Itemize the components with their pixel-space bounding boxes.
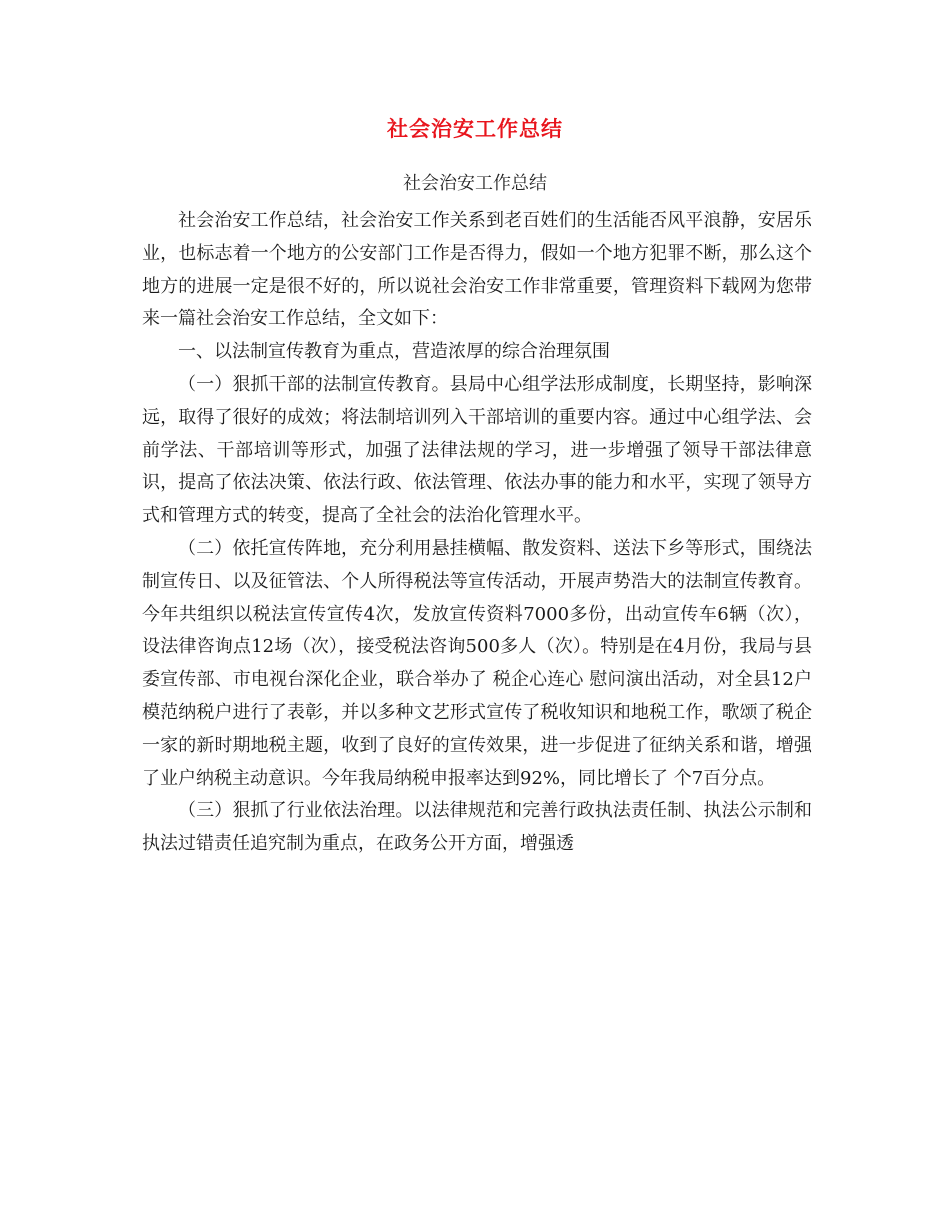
paragraph-section-1-1: （一）狠抓干部的法制宣传教育。县局中心组学法形成制度，长期坚持，影响深远，取得了很好的成效；将法制培训列入干部培训的重要内容。通过中心组学法、会前学法、干部培训等形式，加强了法律法规的学习，进一步增强了领导干部法律意识，提高了依法决策、依法行政、依法管理、依法办事的能力和水平，实现了领导方式和管理方式的转变，提高了全社会的法治化管理水平。 bbox=[142, 373, 812, 527]
document-body bbox=[142, 205, 812, 861]
paragraph-section-1-3: （三）狠抓了行业依法治理。以法律规范和完善行政执法责任制、执法公示制和执法过错责任追究制为重点，在政务公开方面，增强透 bbox=[142, 800, 812, 855]
section-heading-1: 一、以法制宣传教育为重点，营造浓厚的综合治理氛围 bbox=[178, 341, 610, 363]
document-subtitle: 社会治安工作总结 bbox=[403, 173, 547, 194]
paragraph-section-1-2: （二）依托宣传阵地，充分利用悬挂横幅、散发资料、送法下乡等形式，围绕法制宣传日、以及征管法、个人所得税法等宣传活动，开展声势浩大的法制宣传教育。今年共组织以税法宣传宣传4次，发放宣传资料7000多份，出动宣传车6辆（次），设法律咨询点12场（次），接受税法咨询500多人（次）。特别是在4月份，我局与县委宣传部、市电视台深化企业，联合举办了 税企心连心 慰问演出活动，对全县12户模范纳税户进行了表彰，并以多种文艺形式宣传了税收知识和地税工作，歌颂了税企一家的新时期地税主题，收到了良好的宣传效果，进一步促进了征纳关系和谐，增强了业户纳税主动意识。今年我局纳税申报率达到92%，同比增长了 个7百分点。 bbox=[142, 537, 812, 789]
document-title: 社会治安工作总结 bbox=[387, 116, 563, 141]
paragraph-intro: 社会治安工作总结，社会治安工作关系到老百姓们的生活能否风平浪静，安居乐业，也标志着一个地方的公安部门工作是否得力，假如一个地方犯罪不断，那么这个地方的进展一定是很不好的，所以说社会治安工作非常重要，管理资料下载网为您带来一篇社会治安工作总结，全文如下： bbox=[142, 210, 812, 330]
